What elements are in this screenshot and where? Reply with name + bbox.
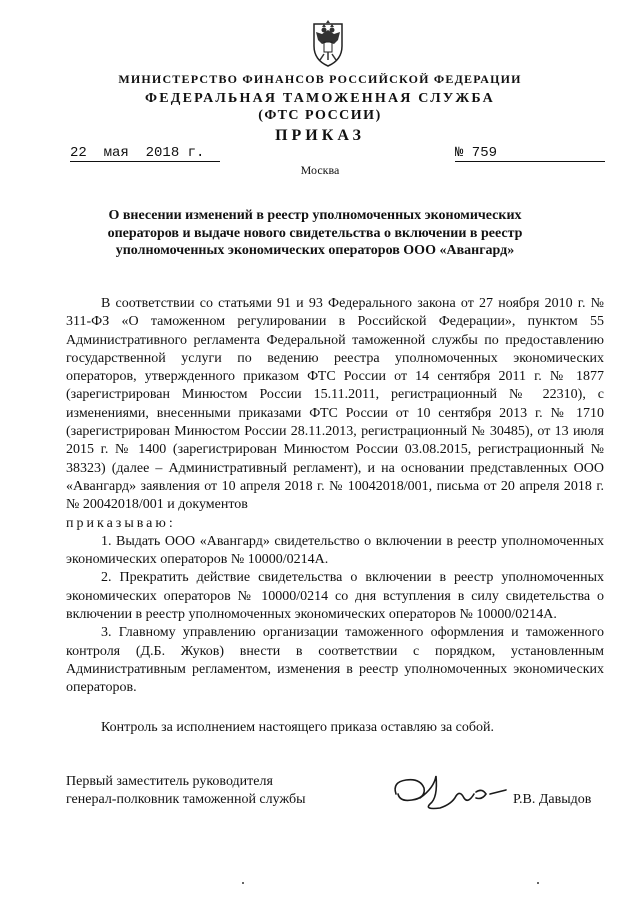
signer-position [66, 773, 305, 809]
coat-of-arms-icon [302, 16, 354, 68]
preamble-text: В соответствии со статьями 91 и 93 Федерального закона от 27 ноября 2010 г. № 311-ФЗ «О таможенном регулировании в Российской Федерации», пунктом 55 Административного регламента Федеральной таможенной службы по предоставлению государственной услуги по ведению реестра уполномоченных экономических операторов, утвержденного приказом ФТС России от 14 сентября 2011 г. № 1877 (зарегистрирован Минюстом России 15.11.2011, регистрационный № 22310), с изменениями, внесенными приказами ФТС России от 10 сентября 2013 г. № 1710 (зарегистрирован Минюстом России 28.11.2013, регистрационный № 30485), от 13 июля 2015 г. № 1400 (зарегистрирован Минюстом России 03.08.2015, регистрационный № 38323) (далее – Административный регламент), и на основании представленных ООО «Авангард» заявления от 10 апреля 2018 г. № 10042018/001, письма от 20 апреля 2018 г. № 20042018/001 и документов [66, 296, 604, 513]
order-word-line [66, 515, 604, 533]
ministry-name: МИНИСТЕРСТВО ФИНАНСОВ РОССИЙСКОЙ ФЕДЕРАЦИИ [118, 72, 522, 86]
order-subject: О внесении изменений в реестр уполномоченных экономических операторов и выдаче нового свидетельства о включении в реестр уполномоченных экономических операторов ООО «Авангард» [107, 208, 523, 258]
service-abbreviation: (ФТС РОССИИ) [258, 108, 382, 123]
signature-image [390, 768, 510, 816]
service-name: ФЕДЕРАЛЬНАЯ ТАМОЖЕННАЯ СЛУЖБА [145, 91, 495, 106]
scan-dot [537, 882, 539, 884]
signer-position-line1: Первый заместитель руководителя [66, 774, 273, 789]
order-word: приказываю: [66, 515, 176, 531]
item-2: 2. Прекратить действие свидетельства о включении в реестр уполномоченных экономических операторов № 10000/0214 со дня вступления в силу свидетельства о включении в реестр уполномоченных экономических операторов № 10000/0214А. [66, 570, 604, 623]
preamble-paragraph [66, 295, 604, 515]
item-1: 1. Выдать ООО «Авангард» свидетельство о включении в реестр уполномоченных экономических операторов № 10000/0214А. [66, 533, 604, 568]
scan-dot [242, 882, 244, 884]
order-body [66, 295, 604, 698]
order-date: 22 мая 2018 г. [70, 145, 220, 162]
signer-name: Р.В. Давыдов [513, 792, 592, 807]
control-statement: Контроль за исполнением настоящего приказа оставляю за собой. [101, 720, 495, 735]
order-number: № 759 [455, 145, 605, 162]
order-city: Москва [300, 163, 340, 177]
item-3: 3. Главному управлению организации таможенного оформления и таможенного контроля (Д.Б. Жуков) внести в соответствии с порядком, установленным Административным регламентом, изменения в реестр уполномоченных экономических операторов. [66, 625, 604, 696]
signer-position-line2: генерал-полковник таможенной службы [66, 792, 306, 807]
document-type: ПРИКАЗ [275, 127, 365, 144]
